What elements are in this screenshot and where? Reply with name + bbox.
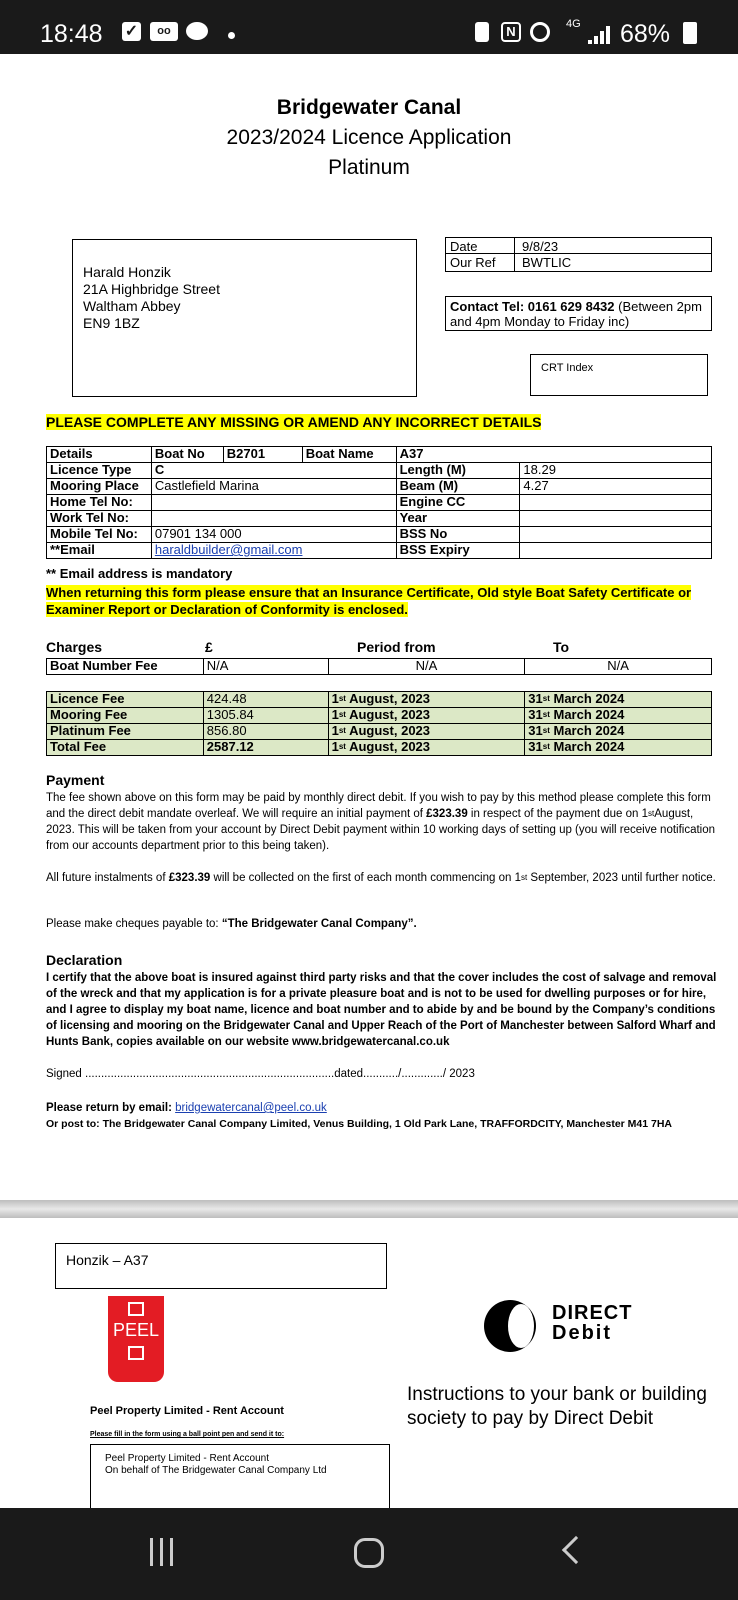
cheques-paragraph: Please make cheques payable to: “The Bridgewater Canal Company”.: [46, 918, 417, 930]
year-label: Year: [396, 511, 520, 527]
table-row: [47, 447, 712, 463]
fee-from: 1st August, 2023: [328, 692, 525, 708]
charges-table: [46, 658, 712, 756]
network-type-label: 4G: [566, 18, 581, 30]
declaration-text: I certify that the above boat is insured against third party risks and that the cover includes the cost of salvage and removal of the wreck and that my application is for a private pleasure boat and is not to be used for dwelling purposes or for hire, and I agree to display my boat name, licence and boat number and to abide by and be bound by the Company’s conditions of licensing and mooring on the Bridgewater Canal and Upper Reach of the Port of Manchester between Salford Wharf and Hunts Bank, copies available on our website www.bridgewatercanal.co.uk: [46, 972, 717, 1048]
fee-to: 31st March 2024: [525, 724, 712, 740]
address-line: Waltham Abbey: [83, 298, 181, 314]
return-email-link[interactable]: bridgewatercanal@peel.co.uk: [175, 1102, 327, 1114]
battery-icon: [683, 22, 697, 44]
fee-to: N/A: [525, 659, 712, 675]
table-row: [47, 495, 712, 511]
table-row: [47, 659, 712, 675]
fill-in-note: Please fill in the form using a ball point pen and send it to:: [90, 1431, 285, 1438]
home-tel-value: [151, 495, 396, 511]
work-tel-value: [151, 511, 396, 527]
missing-details-notice: PLEASE COMPLETE ANY MISSING OR AMEND ANY INCORRECT DETAILS: [46, 414, 542, 430]
page-separator: [0, 1200, 738, 1218]
contact-hours: (Between 2pm and 4pm Monday to Friday inc): [450, 299, 702, 329]
insurance-note: When returning this form please ensure that an Insurance Certificate, Old style Boat Safety Certificate or Examiner Report or Declaration of Conformity is enclosed.: [46, 585, 692, 617]
fee-name: Licence Fee: [47, 692, 204, 708]
fee-name: Total Fee: [47, 740, 204, 756]
fee-from: 1st August, 2023: [328, 740, 525, 756]
mooring-label: Mooring Place: [47, 479, 152, 495]
bss-expiry-value: [520, 543, 712, 559]
date-label: Date: [450, 239, 478, 254]
fee-name: Mooring Fee: [47, 708, 204, 724]
table-row: [47, 724, 712, 740]
contact-tel: Contact Tel: 0161 629 8432: [450, 299, 615, 314]
mobile-label: Mobile Tel No:: [47, 527, 152, 543]
fee-from: 1st August, 2023: [328, 724, 525, 740]
bss-expiry-label: BSS Expiry: [396, 543, 520, 559]
declaration-heading: Declaration: [46, 952, 123, 968]
period-to-heading: To: [553, 639, 570, 655]
email-mandatory-note: ** Email address is mandatory: [46, 566, 233, 581]
mooring-value: Castlefield Marina: [151, 479, 396, 495]
licence-type-label: Licence Type: [47, 463, 152, 479]
back-button[interactable]: [562, 1536, 590, 1564]
year-value: [520, 511, 712, 527]
document-subtitle: 2023/2024 Licence Application: [226, 126, 512, 149]
engine-value: [520, 495, 712, 511]
length-value: 18.29: [520, 463, 712, 479]
table-row: [47, 463, 712, 479]
date-value: 9/8/23: [522, 239, 559, 254]
fee-amount: 424.48: [203, 692, 328, 708]
document-title: Bridgewater Canal: [276, 96, 462, 119]
boat-no-value: B2701: [223, 447, 302, 463]
checkbox-notification-icon: ✓: [122, 22, 141, 41]
mandate-reference-box: Honzik – A37: [55, 1243, 387, 1289]
boat-name-label: Boat Name: [302, 447, 396, 463]
crt-index-box: [530, 354, 708, 396]
table-row: [47, 708, 712, 724]
address-line: Harald Honzik: [83, 264, 171, 280]
recent-apps-button[interactable]: [150, 1538, 176, 1566]
table-row: [47, 511, 712, 527]
fee-from: N/A: [328, 659, 525, 675]
fee-amount: 2587.12: [203, 740, 328, 756]
address-line: 21A Highbridge Street: [83, 281, 220, 297]
work-tel-label: Work Tel No:: [47, 511, 152, 527]
home-tel-label: Home Tel No:: [47, 495, 152, 511]
bank-instructions-heading: Instructions to your bank or building society to pay by Direct Debit: [407, 1384, 707, 1429]
peel-logo: PEEL: [108, 1296, 164, 1382]
address-line: EN9 1BZ: [83, 315, 140, 331]
bss-no-value: [520, 527, 712, 543]
table-row: [47, 543, 712, 559]
status-bar: [0, 0, 738, 54]
boat-name-value: A37: [396, 447, 711, 463]
home-button[interactable]: [354, 1538, 384, 1568]
address-box: [72, 239, 417, 397]
fee-to: 31st March 2024: [525, 692, 712, 708]
table-row: [47, 527, 712, 543]
currency-heading: £: [205, 639, 213, 655]
return-email-line: Please return by email: bridgewatercanal@peel.co.uk: [46, 1102, 327, 1114]
boat-no-label: Boat No: [151, 447, 223, 463]
ref-label: Our Ref: [450, 255, 496, 270]
charges-heading: Charges: [46, 639, 103, 655]
battery-percentage: 68%: [620, 20, 671, 48]
payment-heading: Payment: [46, 772, 105, 788]
fee-amount: 1305.84: [203, 708, 328, 724]
table-row: [47, 692, 712, 708]
document-page-2[interactable]: [0, 1218, 738, 1508]
fee-to: 31st March 2024: [525, 708, 712, 724]
mobile-value: 07901 134 000: [151, 527, 396, 543]
payment-paragraph: The fee shown above on this form may be paid by monthly direct debit. If you wish to pay by this method please complete this form and the direct debit mandate overleaf. We will require an initial payment of £323.39 in respect of the payment due on 1stAugust, 2023. This will be taken from your account by Direct Debit payment within 10 working days of setting up (you will receive notification from our accounts department prior to this being taken).: [46, 792, 716, 852]
alarm-icon: [530, 22, 550, 42]
fee-amount: 856.80: [203, 724, 328, 740]
direct-debit-icon: [484, 1300, 536, 1352]
fee-to: 31st March 2024: [525, 740, 712, 756]
navigation-bar: [0, 1508, 738, 1600]
email-label: **Email: [47, 543, 152, 559]
details-table: [46, 446, 712, 559]
account-name: Peel Property Limited - Rent Account: [90, 1405, 284, 1417]
crt-index-label: CRT Index: [541, 362, 594, 374]
ref-value: BWTLIC: [522, 255, 572, 270]
secure-folder-icon: [475, 22, 489, 42]
signature-line: Signed ..............................................................................dated.........../............./ 2023: [46, 1068, 475, 1080]
fee-name: Boat Number Fee: [47, 659, 204, 675]
fee-amount: N/A: [203, 659, 328, 675]
table-row: [47, 479, 712, 495]
instalments-paragraph: All future instalments of £323.39 will be collected on the first of each month commencing on 1st September, 2023 until further notice.: [46, 872, 716, 884]
beam-value: 4.27: [520, 479, 712, 495]
period-from-heading: Period from: [357, 639, 436, 655]
fee-name: Platinum Fee: [47, 724, 204, 740]
licence-tier: Platinum: [328, 156, 410, 179]
table-row: [47, 740, 712, 756]
document-page-1[interactable]: [0, 54, 738, 1214]
voicemail-icon: oo: [150, 22, 178, 41]
fee-from: 1st August, 2023: [328, 708, 525, 724]
status-time: 18:48: [40, 20, 103, 48]
send-to-box: Peel Property Limited - Rent Account On behalf of The Bridgewater Canal Company Ltd: [90, 1444, 390, 1508]
return-post-line: Or post to: The Bridgewater Canal Company Limited, Venus Building, 1 Old Park Lane, TRAFFORDCITY, Manchester M41 7HA: [46, 1118, 673, 1130]
date-ref-box: [445, 237, 712, 272]
email-link[interactable]: haraldbuilder@gmail.com: [154, 542, 303, 557]
chat-bubble-icon: [186, 22, 208, 40]
bss-no-label: BSS No: [396, 527, 520, 543]
contact-box: [445, 296, 712, 331]
beam-label: Beam (M): [396, 479, 520, 495]
nfc-icon: N: [501, 22, 521, 42]
details-label: Details: [47, 447, 152, 463]
licence-type-value: C: [151, 463, 396, 479]
more-notifications-dot-icon: [228, 32, 235, 39]
length-label: Length (M): [396, 463, 520, 479]
direct-debit-logo: DIRECT Debit: [484, 1300, 644, 1356]
engine-label: Engine CC: [396, 495, 520, 511]
signal-strength-icon: [588, 22, 616, 44]
